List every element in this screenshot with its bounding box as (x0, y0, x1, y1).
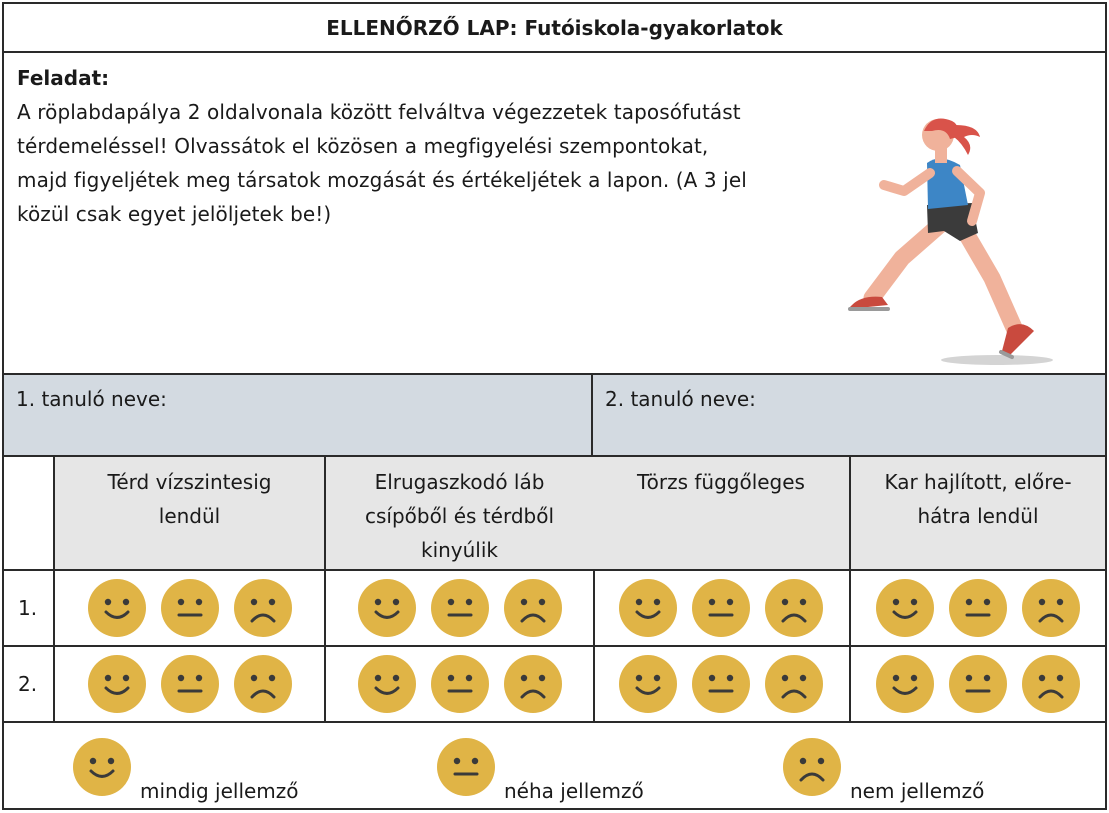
legend-item-neutral (436, 723, 696, 810)
legend-happy-label: mindig jellemző (140, 779, 299, 803)
rating-cell (55, 571, 326, 647)
happy-face-icon[interactable] (87, 578, 147, 638)
criterion-label: Törzs függőleges (637, 470, 805, 494)
student2-name-label: 2. tanuló neve: (605, 387, 756, 411)
happy-face-icon[interactable] (618, 578, 678, 638)
neutral-face-icon[interactable] (691, 578, 751, 638)
sad-face-icon[interactable] (233, 578, 293, 638)
rating-cell (326, 571, 595, 647)
student1-name-field[interactable] (4, 375, 593, 455)
task-label: Feladat: (17, 66, 110, 90)
rating-cell (593, 571, 851, 647)
criterion-label: Elrugaszkodó láb csípőből és térdből kinyúlik (364, 470, 555, 562)
neutral-face-icon[interactable] (948, 578, 1008, 638)
task-line: közül csak egyet jelöljetek be!) (17, 202, 332, 226)
student2-name-field[interactable] (593, 375, 1105, 455)
sad-face-icon[interactable] (764, 578, 824, 638)
criterion-header (326, 457, 595, 571)
sad-face-icon[interactable] (1021, 654, 1081, 714)
task-line: térdemeléssel! Olvassátok el közösen a megfigyelési szempontokat, (17, 134, 709, 158)
legend (4, 723, 1105, 810)
criterion-header (593, 457, 851, 571)
rating-grid (4, 457, 1105, 723)
corner-cell (4, 457, 55, 571)
sad-face-icon[interactable] (503, 654, 563, 714)
legend-item-happy (72, 723, 332, 810)
criterion-header (55, 457, 326, 571)
happy-face-icon[interactable] (87, 654, 147, 714)
sad-face-icon (782, 737, 842, 797)
neutral-face-icon[interactable] (430, 654, 490, 714)
criterion-header (851, 457, 1105, 571)
neutral-face-icon (436, 737, 496, 797)
task-section (4, 53, 1105, 375)
row-label: 2. (4, 647, 55, 723)
sad-face-icon[interactable] (503, 578, 563, 638)
rating-cell (55, 647, 326, 723)
rating-cell (593, 647, 851, 723)
neutral-face-icon[interactable] (948, 654, 1008, 714)
task-text (17, 95, 817, 231)
checklist-sheet (2, 2, 1107, 810)
happy-face-icon[interactable] (357, 654, 417, 714)
happy-face-icon[interactable] (875, 578, 935, 638)
neutral-face-icon[interactable] (160, 578, 220, 638)
happy-face-icon[interactable] (618, 654, 678, 714)
neutral-face-icon[interactable] (691, 654, 751, 714)
happy-face-icon (72, 737, 132, 797)
student-names-row (4, 375, 1105, 457)
criterion-label: Kar hajlított, előre-hátra lendül (884, 470, 1072, 528)
sad-face-icon[interactable] (233, 654, 293, 714)
legend-sad-label: nem jellemző (850, 779, 985, 803)
sad-face-icon[interactable] (764, 654, 824, 714)
legend-neutral-label: néha jellemző (504, 779, 644, 803)
happy-face-icon[interactable] (357, 578, 417, 638)
sad-face-icon[interactable] (1021, 578, 1081, 638)
criterion-label: Térd vízszintesig lendül (107, 470, 272, 528)
rating-cell (326, 647, 595, 723)
runner-illustration (832, 73, 1062, 373)
rating-cell (851, 647, 1105, 723)
task-line: A röplabdapálya 2 oldalvonala között felváltva végezzetek taposófutást (17, 100, 741, 124)
task-line: majd figyeljétek meg társatok mozgását és értékeljétek a lapon. (A 3 jel (17, 168, 747, 192)
neutral-face-icon[interactable] (430, 578, 490, 638)
legend-item-sad (782, 723, 1042, 810)
row-label: 1. (4, 571, 55, 647)
happy-face-icon[interactable] (875, 654, 935, 714)
rating-cell (851, 571, 1105, 647)
page-title: ELLENŐRZŐ LAP: Futóiskola-gyakorlatok (4, 4, 1105, 53)
neutral-face-icon[interactable] (160, 654, 220, 714)
student1-name-label: 1. tanuló neve: (16, 387, 167, 411)
